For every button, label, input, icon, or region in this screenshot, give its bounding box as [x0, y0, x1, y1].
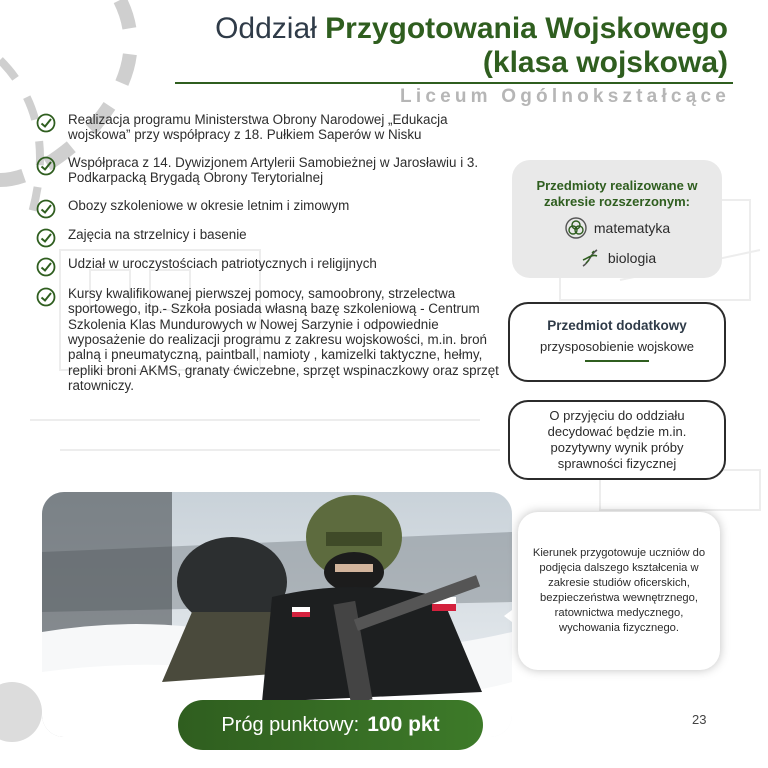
page-number: 23 — [692, 712, 707, 727]
list-item-text: Obozy szkoleniowe w okresie letnim i zimowym — [68, 197, 350, 213]
dna-icon — [578, 246, 602, 270]
subject-row-math — [512, 216, 722, 240]
title-divider — [175, 82, 733, 84]
additional-subject-value: przysposobienie wojskowe — [540, 339, 694, 354]
page-title — [128, 12, 728, 80]
list-item — [36, 112, 506, 143]
info-bubble-text: Kierunek przygotowuje uczniów do podjęcia dalszego kształcenia w zakresie studiów oficerskich, bezpieczeństwa wewnętrznego, ratownictwa medycznego, wychowania fizycznego. — [532, 547, 706, 634]
list-item — [36, 227, 506, 242]
list-item — [36, 198, 506, 213]
list-item — [36, 256, 506, 271]
subject-biology: biologia — [607, 250, 657, 266]
list-item-text: Kursy kwalifikowanej pierwszej pomocy, samoobrony, strzelectwa sportowego, itp.- Szkoła posiada własną bazę szkoleniową - Centrum Szkolenia Klas Mundurowych w Nowej Sarzynie i odpowiednie wyposażenie do realizacji programu z zakresu wojskowości, m.in. broń palną i pneumatyczną, paintball, namioty , kamizelki taktyczne, hełmy, repliki broni AKMS, granaty ćwiczebne, sprzęt wspinaczkowy oraz sprzęt ratowniczy. — [68, 285, 499, 394]
score-label: Próg punktowy: — [221, 713, 360, 736]
list-item — [36, 286, 506, 394]
admission-text: O przyjęciu do oddziału decydować będzie m.in. pozytywny wynik próby sprawności fizycznej — [547, 408, 687, 471]
score-value: 100 pkt — [367, 713, 440, 736]
title-light: Oddział — [215, 12, 317, 45]
check-circle-icon — [36, 287, 56, 307]
additional-subject-heading: Przedmiot dodatkowy — [547, 318, 687, 333]
list-item-text: Zajęcia na strzelnicy i basenie — [68, 227, 247, 243]
check-circle-icon — [36, 199, 56, 219]
additional-subject-card — [508, 302, 726, 382]
math-icon — [564, 216, 588, 240]
check-circle-icon — [36, 228, 56, 248]
feature-list — [36, 112, 506, 394]
subject-math: matematyka — [593, 220, 671, 236]
list-item-text: Realizacja programu Ministerstwa Obrony Narodowej „Edukacja wojskowa” przy współpracy z 18. Pułkiem Saperów w Nisku — [68, 112, 448, 143]
check-circle-icon — [36, 113, 56, 133]
list-item — [36, 155, 506, 186]
subject-row-biology — [512, 246, 722, 270]
list-item-text: Udział w uroczystościach patriotycznych i religijnych — [68, 256, 377, 272]
info-bubble — [518, 512, 720, 670]
title-bold-line1: Przygotowania Wojskowego — [325, 12, 728, 45]
check-circle-icon — [36, 156, 56, 176]
list-item-text: Współpraca z 14. Dywizjonem Artylerii Samobieżnej w Jarosławiu i 3. Podkarpacką Brygadą Obrony Terytorialnej — [68, 154, 479, 186]
check-circle-icon — [36, 257, 56, 277]
additional-underline — [585, 360, 649, 362]
extended-subjects-card — [512, 160, 722, 278]
title-bold-line2: (klasa wojskowa) — [482, 46, 728, 79]
admission-card — [508, 400, 726, 480]
page-subtitle: Liceum Ogólnokształcące — [400, 86, 730, 107]
score-badge — [178, 700, 483, 750]
extended-subjects-heading: Przedmioty realizowane w zakresie rozszerzonym: — [536, 178, 698, 209]
